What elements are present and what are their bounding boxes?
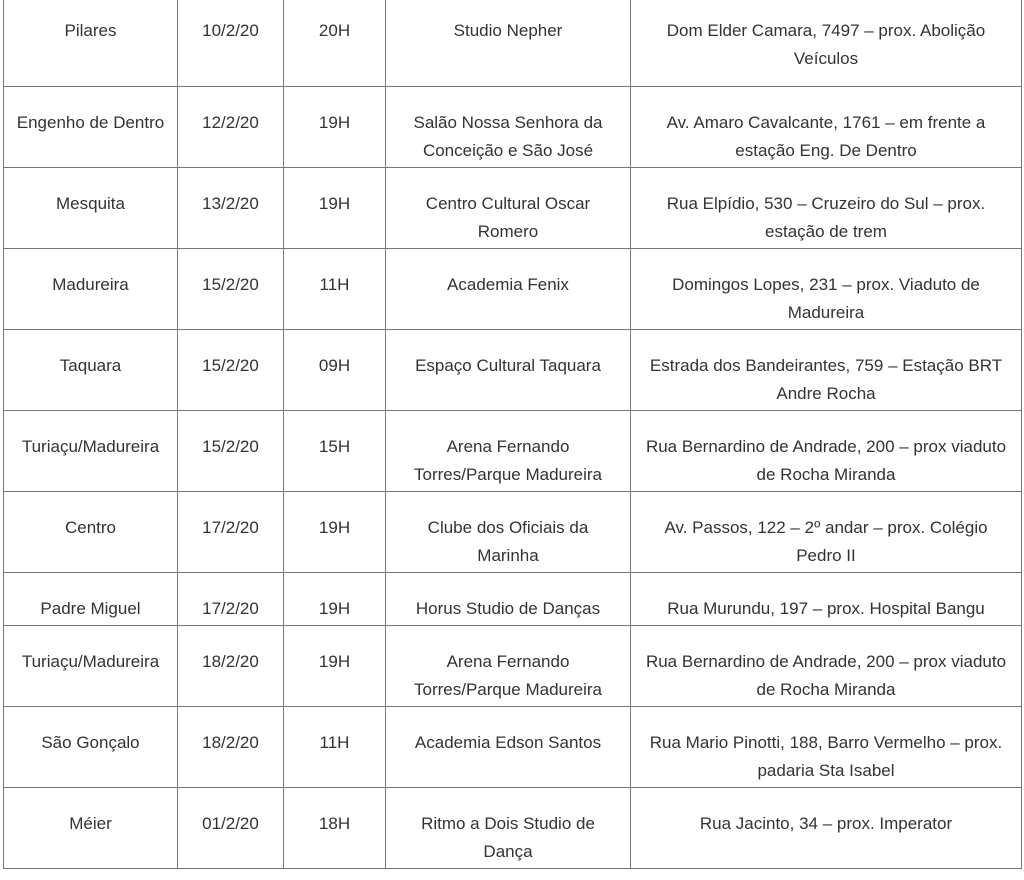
schedule-table bbox=[3, 0, 1022, 869]
address-cell: Dom Elder Camara, 7497 – prox. Abolição Veículos bbox=[631, 0, 1022, 87]
date-cell: 17/2/20 bbox=[178, 492, 284, 573]
time-cell: 19H bbox=[284, 626, 386, 707]
time-cell: 19H bbox=[284, 492, 386, 573]
address-cell: Rua Elpídio, 530 – Cruzeiro do Sul – prox. estação de trem bbox=[631, 168, 1022, 249]
date-cell: 18/2/20 bbox=[178, 707, 284, 788]
venue-cell: Ritmo a Dois Studio de Dança bbox=[386, 788, 631, 869]
venue-cell: Academia Edson Santos bbox=[386, 707, 631, 788]
venue-cell: Academia Fenix bbox=[386, 249, 631, 330]
time-cell: 11H bbox=[284, 707, 386, 788]
address-cell: Rua Bernardino de Andrade, 200 – prox viaduto de Rocha Miranda bbox=[631, 626, 1022, 707]
neighborhood-cell: São Gonçalo bbox=[4, 707, 178, 788]
date-cell: 15/2/20 bbox=[178, 330, 284, 411]
table-row bbox=[4, 0, 1022, 87]
date-cell: 13/2/20 bbox=[178, 168, 284, 249]
neighborhood-cell: Centro bbox=[4, 492, 178, 573]
date-cell: 10/2/20 bbox=[178, 0, 284, 87]
time-cell: 18H bbox=[284, 788, 386, 869]
time-cell: 20H bbox=[284, 0, 386, 87]
venue-cell: Horus Studio de Danças bbox=[386, 573, 631, 626]
neighborhood-cell: Turiaçu/Madureira bbox=[4, 626, 178, 707]
venue-cell: Espaço Cultural Taquara bbox=[386, 330, 631, 411]
time-cell: 19H bbox=[284, 573, 386, 626]
date-cell: 15/2/20 bbox=[178, 411, 284, 492]
table-row bbox=[4, 707, 1022, 788]
venue-cell: Centro Cultural Oscar Romero bbox=[386, 168, 631, 249]
table-row bbox=[4, 249, 1022, 330]
table-row bbox=[4, 87, 1022, 168]
neighborhood-cell: Taquara bbox=[4, 330, 178, 411]
table-row bbox=[4, 573, 1022, 626]
address-cell: Rua Jacinto, 34 – prox. Imperator bbox=[631, 788, 1022, 869]
neighborhood-cell: Padre Miguel bbox=[4, 573, 178, 626]
venue-cell: Salão Nossa Senhora da Conceição e São José bbox=[386, 87, 631, 168]
date-cell: 01/2/20 bbox=[178, 788, 284, 869]
table-row bbox=[4, 788, 1022, 869]
venue-cell: Clube dos Oficiais da Marinha bbox=[386, 492, 631, 573]
time-cell: 15H bbox=[284, 411, 386, 492]
table-row bbox=[4, 492, 1022, 573]
neighborhood-cell: Madureira bbox=[4, 249, 178, 330]
venue-cell: Arena Fernando Torres/Parque Madureira bbox=[386, 411, 631, 492]
schedule-rows bbox=[4, 0, 1022, 869]
time-cell: 19H bbox=[284, 87, 386, 168]
table-row bbox=[4, 411, 1022, 492]
neighborhood-cell: Engenho de Dentro bbox=[4, 87, 178, 168]
venue-cell: Studio Nepher bbox=[386, 0, 631, 87]
address-cell: Domingos Lopes, 231 – prox. Viaduto de Madureira bbox=[631, 249, 1022, 330]
neighborhood-cell: Pilares bbox=[4, 0, 178, 87]
address-cell: Rua Murundu, 197 – prox. Hospital Bangu bbox=[631, 573, 1022, 626]
table-row bbox=[4, 626, 1022, 707]
time-cell: 11H bbox=[284, 249, 386, 330]
address-cell: Estrada dos Bandeirantes, 759 – Estação BRT Andre Rocha bbox=[631, 330, 1022, 411]
neighborhood-cell: Mesquita bbox=[4, 168, 178, 249]
date-cell: 12/2/20 bbox=[178, 87, 284, 168]
address-cell: Rua Mario Pinotti, 188, Barro Vermelho – prox. padaria Sta Isabel bbox=[631, 707, 1022, 788]
neighborhood-cell: Turiaçu/Madureira bbox=[4, 411, 178, 492]
date-cell: 18/2/20 bbox=[178, 626, 284, 707]
venue-cell: Arena Fernando Torres/Parque Madureira bbox=[386, 626, 631, 707]
address-cell: Av. Amaro Cavalcante, 1761 – em frente a estação Eng. De Dentro bbox=[631, 87, 1022, 168]
time-cell: 09H bbox=[284, 330, 386, 411]
neighborhood-cell: Méier bbox=[4, 788, 178, 869]
address-cell: Av. Passos, 122 – 2º andar – prox. Colégio Pedro II bbox=[631, 492, 1022, 573]
time-cell: 19H bbox=[284, 168, 386, 249]
table-row bbox=[4, 330, 1022, 411]
date-cell: 17/2/20 bbox=[178, 573, 284, 626]
table-row bbox=[4, 168, 1022, 249]
address-cell: Rua Bernardino de Andrade, 200 – prox viaduto de Rocha Miranda bbox=[631, 411, 1022, 492]
date-cell: 15/2/20 bbox=[178, 249, 284, 330]
